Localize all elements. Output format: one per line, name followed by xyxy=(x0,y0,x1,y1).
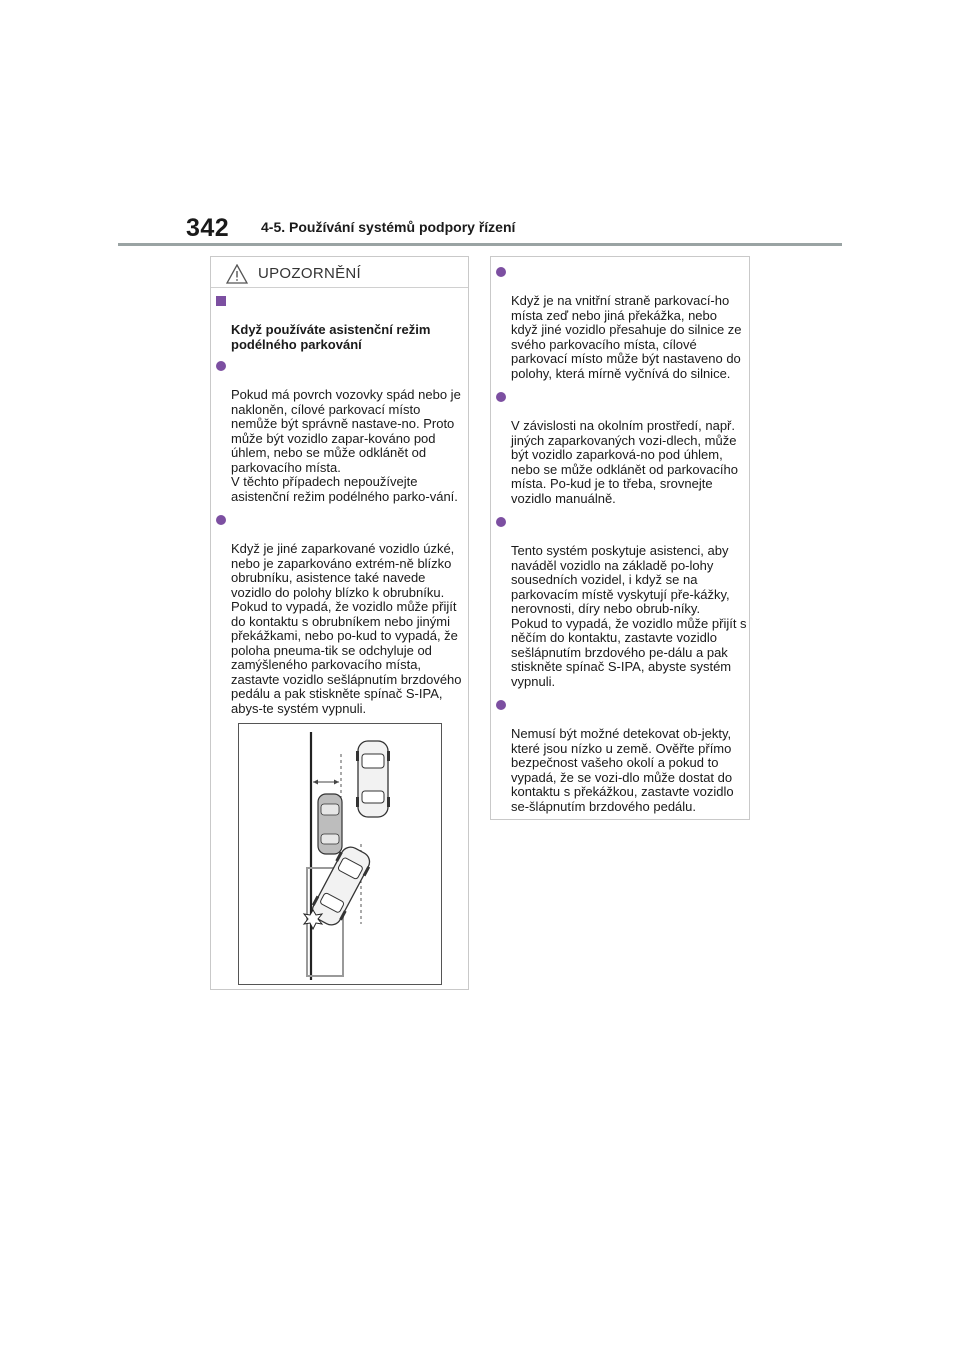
list-item-text: Když je jiné zaparkované vozidlo úzké, nebo je zaparkováno extrém-ně blízko obrubníku, asistence také navede vozidlo do polohy blízko k obrubníku. Pokud to vypadá, že vozidlo může přijít do kontaktu s obrubníkem nebo jinými překážkami, nebo po-kud to vypadá, že poloha pneuma-tik se odchyluje od zamýšleného parkovacího místa, zastavte vozidlo sešlápnutím brzdového pedálu a pak stiskněte spínač S-IPA, abys-te systém vypnuli. xyxy=(231,541,462,716)
arrow-head-left xyxy=(313,780,318,785)
parking-illustration xyxy=(238,723,442,985)
parked-car-rear xyxy=(318,794,342,854)
arrow-head-right xyxy=(334,780,339,785)
list-item xyxy=(215,513,465,716)
bullet-icon xyxy=(216,361,226,371)
bullet-icon xyxy=(216,515,226,525)
list-item-text: Pokud má povrch vozovky spád nebo je nakloněn, cílové parkovací místo nemůže být správně nastave-no. Proto může být vozidlo zapar-kováno pod úhlem, nebo se může odklánět od parkovacího místa. V těchto případech nepoužívejte asistenční režim podélného parko-vání. xyxy=(231,387,461,504)
warning-box-left xyxy=(210,256,469,990)
warning-triangle-icon xyxy=(226,264,248,284)
parked-car-front xyxy=(356,741,390,817)
list-item xyxy=(495,390,747,506)
list-item-text: Když je na vnitřní straně parkovací-ho místa zeď nebo jiná překážka, nebo když jiné vozidlo přesahuje do silnice ze svého parkovacího místa, cílové parkovací místo může být nastaveno do polohy, která mírně vyčnívá do silnice. xyxy=(511,293,742,381)
list-item-text: Nemusí být možné detekovat ob-jekty, které jsou nízko u země. Ověřte přímo bezpečnost vašeho okolí a pokud to vypadá, že se vozi-dlo může dostat do kontaktu s překážkou, zastavte vozidlo se-šlápnutím brzdového pedálu. xyxy=(511,726,734,814)
list-item xyxy=(495,698,747,814)
list-item xyxy=(495,515,747,689)
bullet-icon xyxy=(496,392,506,402)
bullet-icon xyxy=(496,517,506,527)
warning-box-right xyxy=(490,256,750,820)
warning-heading: Když používáte asistenční režim podélného parkování xyxy=(231,322,431,352)
warning-divider xyxy=(211,287,468,288)
warning-label: UPOZORNĚNÍ xyxy=(258,265,362,282)
list-item-text: Tento systém poskytuje asistenci, aby naváděl vozidlo na základě po-lohy sousedních vozidel, i když se na parkovacím místě vyskytují pře-kážky, nerovnosti, díry nebo obrub-níky. Pokud to vypadá, že vozidlo může přijít s něčím do kontaktu, zastavte vozidlo sešlápnutím brzdového pe-dálu a pak stiskněte spínač S-IPA, abyste systém vypnuli. xyxy=(511,543,747,689)
section-title: 4-5. Používání systémů podpory řízení xyxy=(261,219,516,235)
header-divider xyxy=(118,243,842,246)
list-item-text: V závislosti na okolním prostředí, např. jiných zaparkovaných vozi-dlech, může být vozidlo zaparková-no pod úhlem, nebo se může odklánět od parkovacího místa. Po-kud je to třeba, srovnejte vozidlo manuálně. xyxy=(511,418,738,506)
list-item xyxy=(495,265,747,381)
parking-diagram-svg xyxy=(239,724,441,984)
warning-text-left xyxy=(215,294,465,725)
warning-text-right xyxy=(495,265,747,823)
bullet-icon xyxy=(496,267,506,277)
page-number: 342 xyxy=(186,214,230,242)
list-item xyxy=(215,359,465,504)
bullet-icon xyxy=(496,700,506,710)
warning-header xyxy=(211,257,468,287)
square-bullet-icon xyxy=(216,296,226,306)
warning-heading-item xyxy=(215,294,465,352)
